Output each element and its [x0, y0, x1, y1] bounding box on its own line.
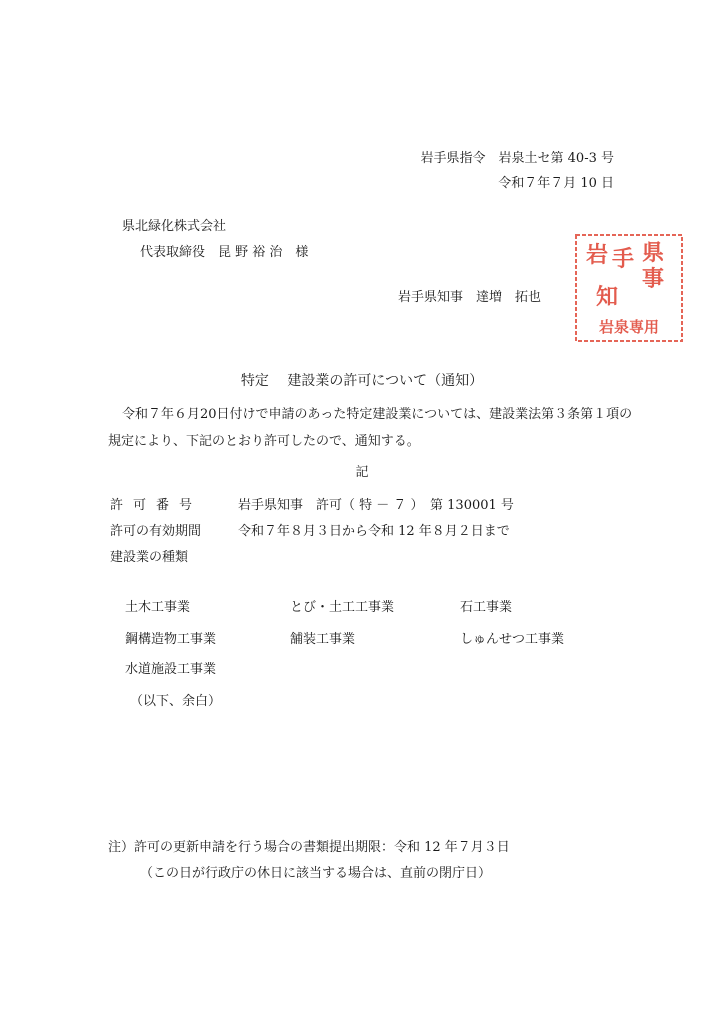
svg-text:知: 知 — [595, 284, 619, 310]
official-seal-stamp — [573, 232, 685, 344]
reference-number: 岩手県指令 岩泉土セ第 40-3 号 — [420, 151, 614, 166]
body-text-line-2: 規定により、下記のとおり許可したので、通知する。 — [108, 434, 420, 449]
permit-number-label: 許可番号 — [110, 498, 203, 513]
note-line-2: （この日が行政庁の休日に該当する場合は、直前の閉庁日） — [140, 866, 492, 881]
svg-text:事: 事 — [641, 266, 665, 292]
construction-kinds-label: 建設業の種類 — [110, 550, 189, 565]
body-text-line-1: 令和７年６月20日付けで申請のあった特定建設業については、建設業法第３条第１項の — [122, 407, 633, 422]
sender-name: 岩手県知事 達増 拓也 — [398, 290, 542, 305]
ki-marker: 記 — [355, 465, 369, 480]
recipient-company: 県北緑化株式会社 — [122, 219, 227, 234]
work-type-item: しゅんせつ工事業 — [460, 632, 565, 647]
work-type-item: 石工事業 — [460, 600, 513, 615]
svg-text:県: 県 — [641, 240, 665, 266]
svg-text:岩泉専用: 岩泉専用 — [598, 318, 660, 336]
end-mark: （以下、余白） — [130, 694, 222, 709]
svg-text:岩: 岩 — [585, 242, 609, 268]
svg-text:手: 手 — [611, 246, 635, 272]
document-title: 特定 建設業の許可について（通知） — [240, 373, 484, 389]
work-type-item: とび・土工工事業 — [290, 600, 395, 615]
validity-period-label: 許可の有効期間 — [110, 524, 202, 539]
recipient-representative: 代表取締役 昆 野 裕 治 様 — [140, 245, 309, 260]
work-type-item: 水道施設工事業 — [125, 662, 217, 677]
permit-number-value: 岩手県知事 許可（ 特 － ７ ） 第 130001 号 — [238, 498, 514, 513]
issue-date: 令和７年７月 10 日 — [498, 176, 614, 191]
note-line-1: 注）許可の更新申請を行う場合の書類提出期限：令和 12 年７月３日 — [108, 840, 510, 855]
validity-period-value: 令和７年８月３日から令和 12 年８月２日まで — [238, 524, 510, 539]
work-type-item: 鋼構造物工事業 — [125, 632, 217, 647]
work-type-item: 土木工事業 — [125, 600, 191, 615]
work-type-item: 舗装工事業 — [290, 632, 356, 647]
